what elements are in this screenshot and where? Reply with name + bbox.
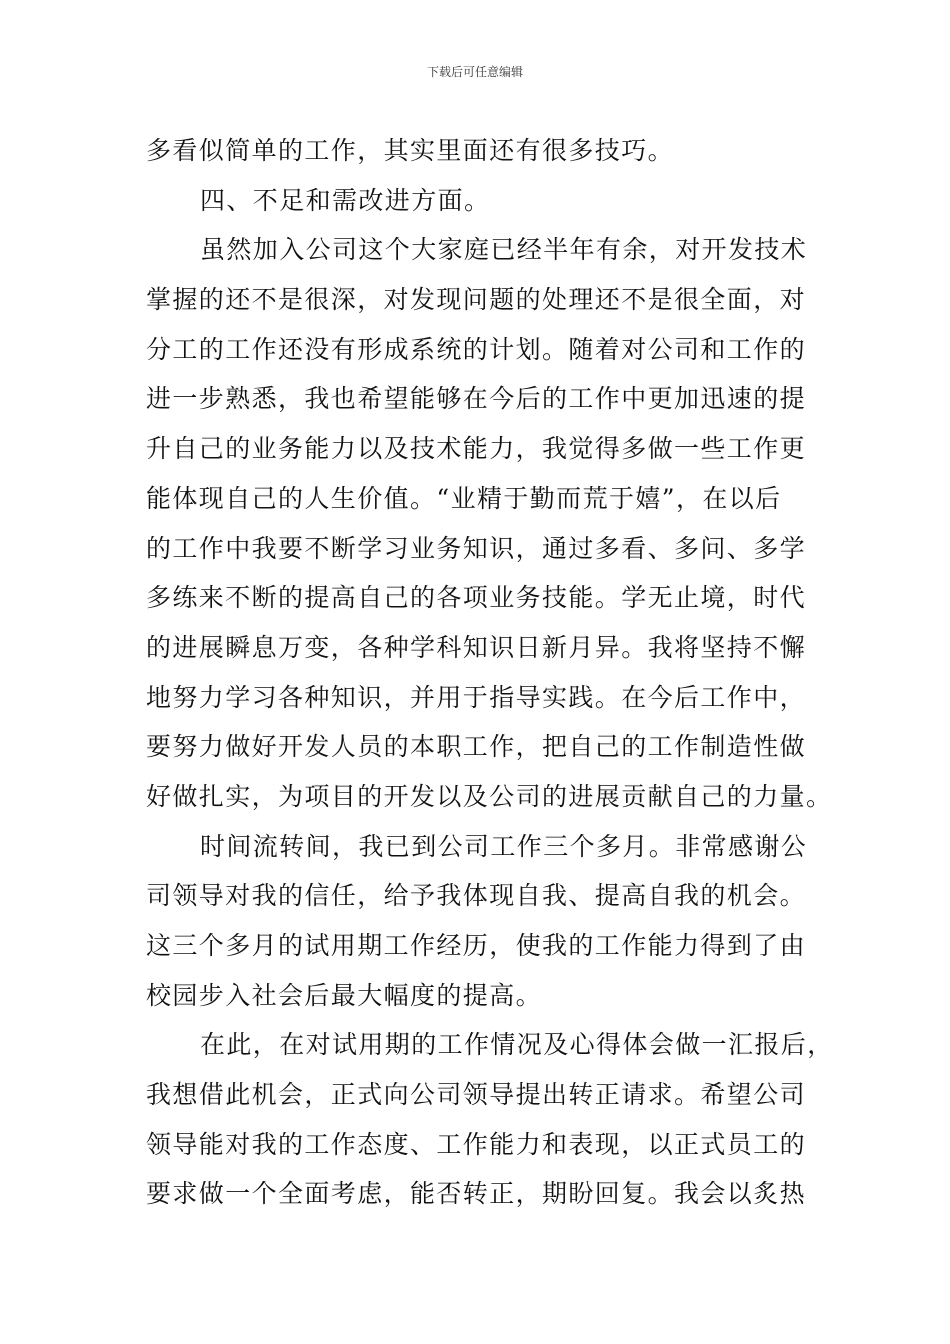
document-body [146,126,834,1219]
text-line: 分工的工作还没有形成系统的计划。随着对公司和工作的 [146,334,807,364]
text-line: 能体现自己的人生价值。“业精于勤而荒于嬉”，在以后 [146,483,782,513]
text-line: 我想借此机会，正式向公司领导提出转正请求。希望公司 [146,1080,807,1110]
text-line: 在此，在对试用期的工作情况及心得体会做一汇报后， [200,1030,834,1060]
text-line: 的进展瞬息万变，各种学科知识日新月异。我将坚持不懈 [146,632,807,662]
section-heading: 四、不足和需改进方面。 [200,185,491,215]
text-line: 升自己的业务能力以及技术能力，我觉得多做一些工作更 [146,434,807,464]
text-line: 司领导对我的信任，给予我体现自我、提高自我的机会。 [146,881,807,911]
text-line: 时间流转间，我已到公司工作三个多月。非常感谢公 [200,831,808,861]
text-line: 的工作中我要不断学习业务知识，通过多看、多问、多学 [146,533,807,563]
text-line: 多练来不断的提高自己的各项业务技能。学无止境，时代 [146,583,807,613]
text-line: 要求做一个全面考虑，能否转正，期盼回复。我会以炙热 [146,1179,807,1209]
text-line: 领导能对我的工作态度、工作能力和表现，以正式员工的 [146,1129,807,1159]
text-line: 要努力做好开发人员的本职工作，把自己的工作制造性做 [146,732,807,762]
text-line: 进一步熟悉，我也希望能够在今后的工作中更加迅速的提 [146,384,807,414]
text-line: 虽然加入公司这个大家庭已经半年有余，对开发技术 [200,235,808,265]
text-line: 好做扎实，为项目的开发以及公司的进展贡献自己的力量。 [146,781,833,811]
text-line: 掌握的还不是很深，对发现问题的处理还不是很全面，对 [146,285,807,315]
text-line: 地努力学习各种知识，并用于指导实践。在今后工作中， [146,682,807,712]
text-line: 这三个多月的试用期工作经历，使我的工作能力得到了由 [146,931,807,960]
page-header: 下载后可任意编辑 [426,65,523,79]
text-line: 校园步入社会后最大幅度的提高。 [146,980,543,1010]
text-line: 多看似简单的工作，其实里面还有很多技巧。 [146,136,675,165]
